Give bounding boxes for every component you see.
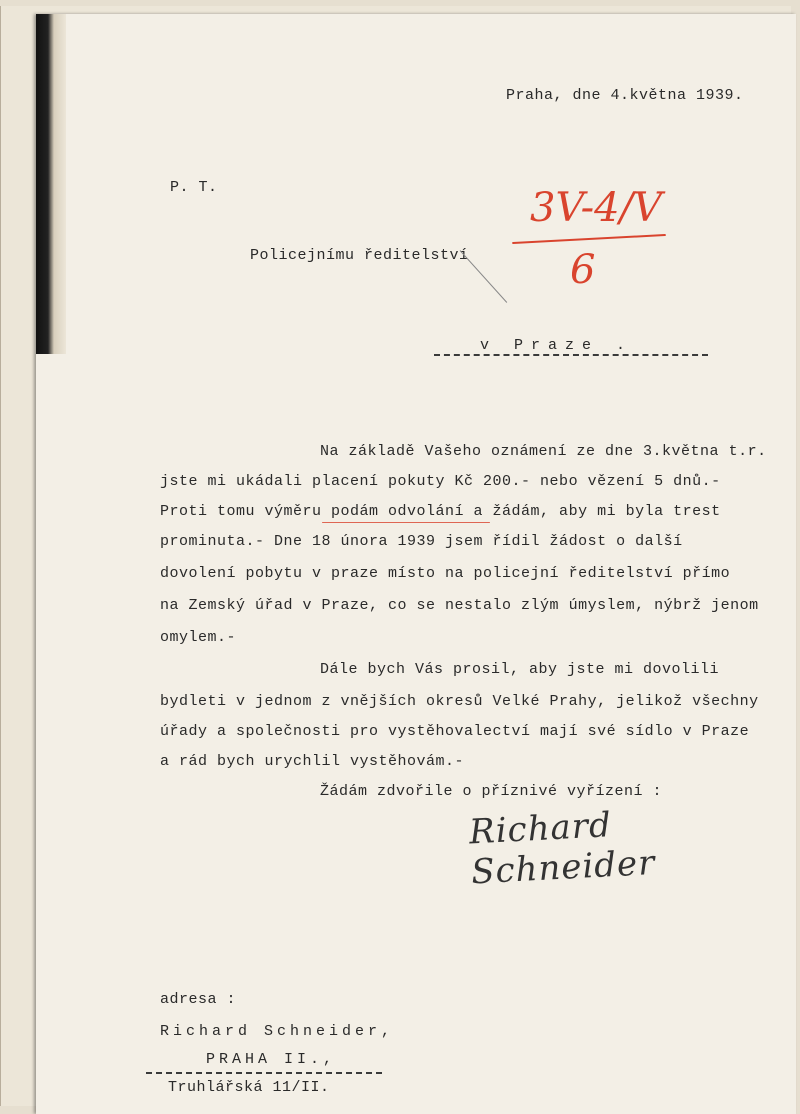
body-line-8: Dále bych Vás prosil, aby jste mi dovolili <box>320 661 720 678</box>
recipient-underline <box>434 354 708 356</box>
salutation: P. T. <box>170 179 218 196</box>
address-city: PRAHA II., <box>206 1051 337 1068</box>
pencil-stroke <box>460 250 508 303</box>
body-line-5: dovolení pobytu v praze místo na policejní ředitelství přímo <box>160 565 731 582</box>
body-line-1: Na základě Vašeho oznámení ze dne 3.května t.r. <box>320 443 767 460</box>
address-underline <box>146 1072 382 1074</box>
address-street: Truhlářská 11/II. <box>168 1079 330 1096</box>
red-sub-number: 6 <box>570 247 596 293</box>
body-line-11: a rád bych urychlil vystěhovám.- <box>160 753 465 770</box>
body-line-6: na Zemský úřad v Praze, co se nestalo zlým úmyslem, nýbrž jenom <box>160 597 759 614</box>
letter-page <box>36 14 796 1114</box>
red-underline-body <box>322 522 490 523</box>
red-underline-stroke <box>512 234 666 244</box>
body-line-9: bydleti v jednom z vnějších okresů Velké Prahy, jelikož všechny <box>160 693 759 710</box>
address-name: Richard Schneider, <box>160 1023 395 1040</box>
address-label: adresa : <box>160 991 237 1008</box>
recipient-line-1: Policejnímu ředitelství <box>250 247 469 264</box>
body-line-10: úřady a společnosti pro vystěhovalectví mají své sídlo v Praze <box>160 723 750 740</box>
red-reference-number: 3V-4/V <box>530 185 662 231</box>
body-line-3: Proti tomu výměru podám odvolání a žádám, aby mi byla trest <box>160 503 721 520</box>
date-line: Praha, dne 4.května 1939. <box>506 87 744 104</box>
body-line-2: jste mi ukádali placení pokuty Kč 200.- nebo vězení 5 dnů.- <box>160 473 721 490</box>
closing-line: Žádám zdvořile o příznivé vyřízení : <box>320 783 663 800</box>
body-line-4: prominuta.- Dne 18 února 1939 jsem řídil žádost o další <box>160 533 683 550</box>
body-line-7: omylem.- <box>160 629 237 646</box>
recipient-line-2: v Praze . <box>480 337 634 354</box>
signature: Richard Schneider <box>468 805 657 893</box>
binding-shadow <box>36 14 66 354</box>
